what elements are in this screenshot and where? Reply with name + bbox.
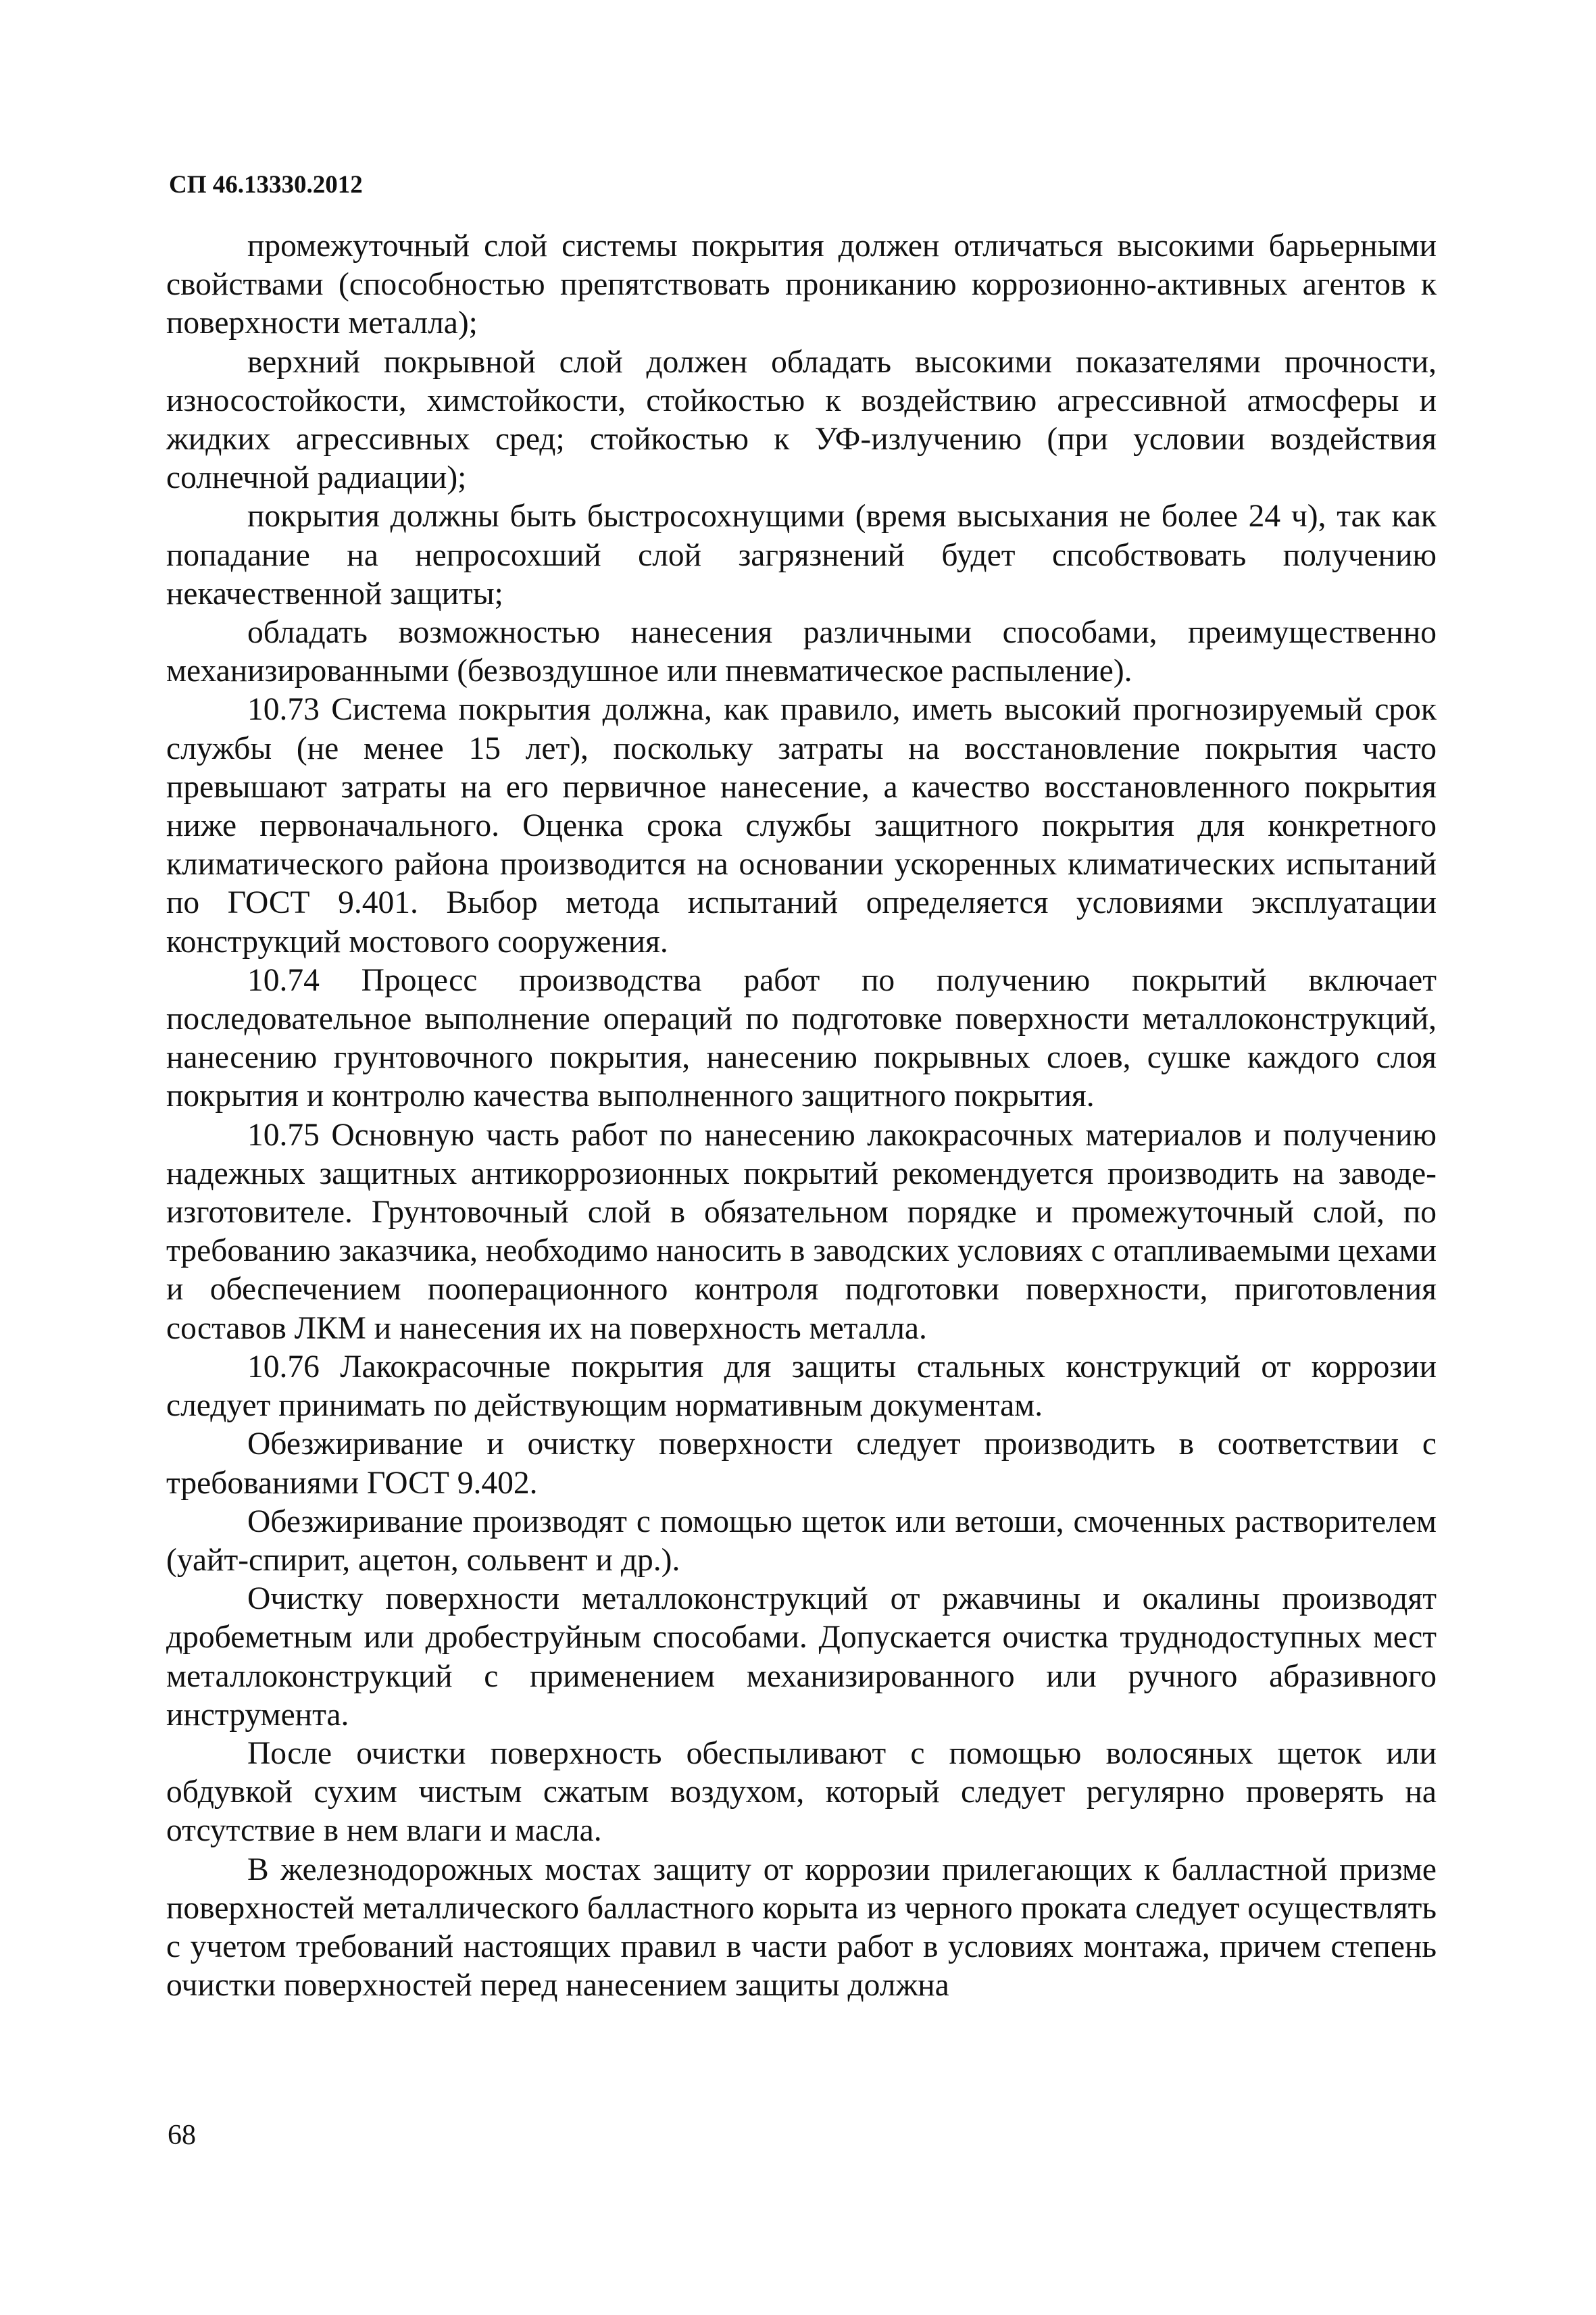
paragraph-railway-bridges: В железнодорожных мостах защиту от коррозии прилегающих к балластной призме поверхностей металлического балластного корыта из черного проката следует осуществлять с учетом требований настоящих правил в части работ в условиях монтажа, причем степень очистки поверхностей перед нанесением защиты должна (166, 1851, 1437, 2003)
paragraph-rust-removal: Очистку поверхности металлоконструкций от ржавчины и окалины производят дробеметным или дробеструйным способами. Допускается очистка труднодоступных мест металлоконструкций с применением механизированного или ручного абразивного инструмента. (166, 1581, 1437, 1733)
paragraph-10-74: 10.74 Процесс производства работ по получению покрытий включает последовательное выполнение операций по подготовке поверхности металлоконструкций, нанесению грунтовочного покрытия, нанесению покрывных слоев, сушке каждого слоя покрытия и контролю качества выполненного защитного покрытия. (166, 962, 1437, 1114)
paragraph-top-layer: верхний покрывной слой должен обладать высокими показателями прочности, износостойкости, химстойкости, стойкостью к воздействию агрессивной атмосферы и жидких агрессивных сред; стойкостью к УФ-излучению (при условии воздействия солнечной радиации); (166, 344, 1437, 496)
paragraph-10-76: 10.76 Лакокрасочные покрытия для защиты стальных конструкций от коррозии следует принимать по действующим нормативным документам. (166, 1349, 1437, 1424)
paragraph-degreasing-requirements: Обезжиривание и очистку поверхности следует производить в соответствии с требованиями ГОСТ 9.402. (166, 1426, 1437, 1501)
document-body (166, 227, 1437, 2005)
paragraph-application-methods: обладать возможностью нанесения различными способами, преимущественно механизированными (безвоздушное или пневматическое распыление). (166, 615, 1437, 689)
paragraph-dust-removal: После очистки поверхность обеспыливают с помощью волосяных щеток или обдувкой сухим чистым сжатым воздухом, который следует регулярно проверять на отсутствие в нем влаги и масла. (166, 1735, 1437, 1849)
paragraph-degreasing-method: Обезжиривание производят с помощью щеток или ветоши, смоченных растворителем (уайт-спирит, ацетон, сольвент и др.). (166, 1503, 1437, 1578)
paragraph-intermediate-layer: промежуточный слой системы покрытия должен отличаться высокими барьерными свойствами (способностью препятствовать прониканию коррозионно-активных агентов к поверхности металла); (166, 228, 1437, 341)
paragraph-10-75: 10.75 Основную часть работ по нанесению лакокрасочных материалов и получению надежных защитных антикоррозионных покрытий рекомендуется производить на заводе-изготовителе. Грунтовочный слой в обязательном порядке и промежуточный слой, по требованию заказчика, необходимо наносить в заводских условиях с отапливаемыми цехами и обеспечением пооперационного контроля подготовки поверхности, приготовления составов ЛКМ и нанесения их на поверхность металла. (166, 1117, 1437, 1346)
paragraph-10-73: 10.73 Система покрытия должна, как правило, иметь высокий прогнозируемый срок службы (не менее 15 лет), поскольку затраты на восстановление покрытия часто превышают затраты на его первичное нанесение, а качество восстановленного покрытия ниже первоначального. Оценка срока службы защитного покрытия для конкретного климатического района производится на основании ускоренных климатических испытаний по ГОСТ 9.401. Выбор метода испытаний определяется условиями эксплуатации конструкций мостового сооружения. (166, 692, 1437, 960)
page-number: 68 (168, 2120, 196, 2151)
document-code-header: СП 46.13330.2012 (169, 171, 363, 199)
paragraph-quick-drying: покрытия должны быть быстросохнущими (время высыхания не более 24 ч), так как попадание на непросохший слой загрязнений будет спсобствовать получению некачественной защиты; (166, 499, 1437, 612)
